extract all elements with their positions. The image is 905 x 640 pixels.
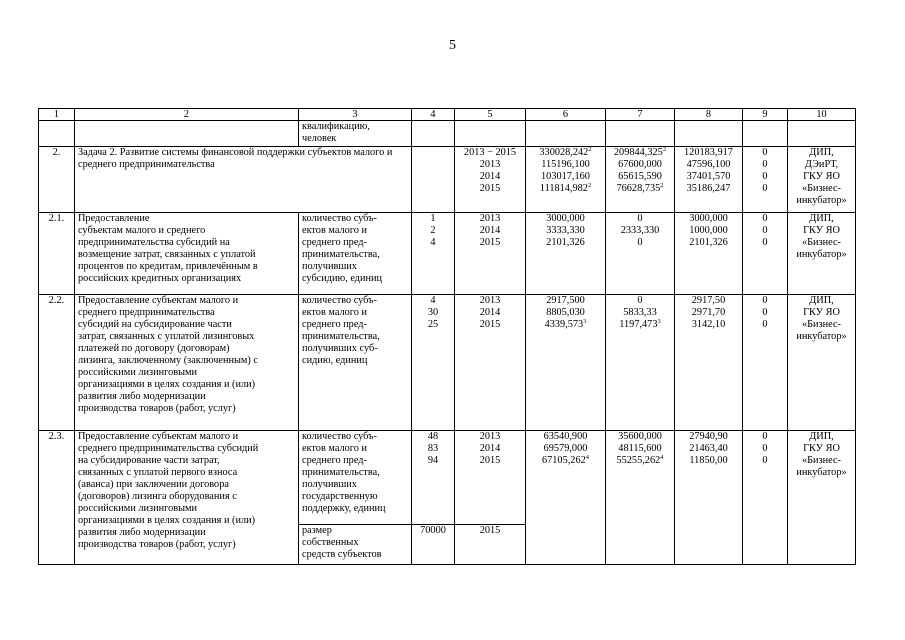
amount-value: 2917,500	[546, 295, 585, 306]
total-line	[529, 431, 602, 443]
name-line: Предоставление субъектам малого и	[78, 295, 239, 306]
row-number: 2.1.	[39, 213, 75, 295]
amount-value: 1197,473	[619, 319, 658, 330]
amount-value: 115196,100	[541, 159, 590, 170]
executor-cell	[788, 147, 856, 213]
amount-value: 3000,000	[546, 213, 585, 224]
footnote-mark: 3	[583, 318, 587, 325]
indicator-line: ектов малого и	[302, 443, 367, 454]
indicator-line: поддержку, единиц	[302, 503, 386, 514]
indicator-line: принимательства,	[302, 331, 380, 342]
indicator2-line: средств субъектов	[302, 549, 382, 560]
amount-value: 209844,325	[613, 147, 663, 158]
task-title: Задача 2. Развитие системы финансовой поддержки субъектов малого и среднего предпринимательства	[75, 147, 412, 213]
years-line: 2014	[479, 307, 501, 318]
years-line: 2014	[479, 225, 501, 236]
amount-value: 35600,000	[618, 431, 662, 442]
value-line: 2	[430, 225, 436, 236]
c8-line: 2917,50	[691, 295, 726, 306]
row-number: 2.	[39, 147, 75, 213]
total-line	[529, 295, 602, 307]
indicator-line: ектов малого и	[302, 225, 367, 236]
program-table	[38, 108, 856, 565]
measure-cell	[75, 431, 299, 565]
total-cell	[526, 147, 606, 213]
years-cell	[455, 295, 526, 431]
col8-cell	[675, 213, 743, 295]
amount-value: 0	[637, 237, 643, 248]
years-line: 2014	[479, 171, 501, 182]
col-header: 7	[606, 109, 675, 121]
years-cell	[455, 431, 526, 525]
indicator-cell	[299, 295, 412, 431]
name-line: субсидий на субсидирование части	[78, 319, 232, 330]
c9-line: 0	[762, 443, 768, 454]
c7-line	[609, 455, 671, 467]
col-header: 3	[299, 109, 412, 121]
total-line	[529, 225, 602, 237]
col7-cell	[606, 213, 675, 295]
total-cell	[526, 295, 606, 431]
exec-line: ДИП,	[809, 295, 834, 306]
total-line	[529, 455, 602, 467]
years-line: 2013	[479, 159, 501, 170]
indicator-line: сидию, единиц	[302, 355, 368, 366]
name-line: российских кредитных организациях	[78, 273, 242, 284]
c7-line	[609, 237, 671, 249]
total-line	[529, 213, 602, 225]
years-line: 2015	[479, 183, 501, 194]
c8-line: 47596,100	[686, 159, 731, 170]
col-header: 10	[788, 109, 856, 121]
exec-line: ДИП,	[809, 147, 834, 158]
indicator-line: количество субъ-	[302, 213, 377, 224]
indicator-line: получивших суб-	[302, 343, 378, 354]
page-number: 5	[449, 38, 456, 53]
measure-cell	[75, 295, 299, 431]
years-line: 2013	[479, 431, 501, 442]
indicator-line: среднего пред-	[302, 237, 367, 248]
value-line: 1	[430, 213, 436, 224]
c9-line: 0	[762, 431, 768, 442]
name-line: организациями в целях создания и (или)	[78, 515, 256, 526]
col9-cell	[743, 295, 788, 431]
row-number: 2.3.	[39, 431, 75, 565]
years-line: 2013	[479, 213, 501, 224]
c9-line: 0	[762, 171, 768, 182]
c8-line: 120183,917	[684, 147, 733, 158]
exec-line: инкубатор»	[796, 331, 847, 342]
c7-line	[609, 225, 671, 237]
indicator-cell	[299, 431, 412, 525]
value-line: 48	[427, 431, 439, 442]
c8-line: 35186,247	[686, 183, 731, 194]
c9-line: 0	[762, 147, 768, 158]
exec-line: ГКУ ЯО	[803, 171, 840, 182]
exec-line: «Бизнес-	[802, 319, 841, 330]
amount-value: 103017,160	[541, 171, 590, 182]
col8-cell	[675, 147, 743, 213]
name-line: субъектам малого и среднего	[78, 225, 206, 236]
table-row	[39, 295, 856, 431]
c9-line: 0	[762, 319, 768, 330]
indicator-line: количество субъ-	[302, 295, 377, 306]
exec-line: инкубатор»	[796, 249, 847, 260]
col-header: 9	[743, 109, 788, 121]
indicator-cell: квалификацию, человек	[299, 121, 412, 147]
exec-line: «Бизнес-	[802, 237, 841, 248]
col9-cell	[743, 431, 788, 565]
years-line: 2013	[479, 295, 501, 306]
years-line: 2015	[479, 455, 501, 466]
exec-line: ГКУ ЯО	[803, 225, 840, 236]
name-line: затрат, связанных с уплатой лизинговых	[78, 331, 255, 342]
name-line: развития либо модернизации	[78, 391, 206, 402]
exec-line: ДИП,	[809, 431, 834, 442]
amount-value: 76628,735	[616, 183, 661, 194]
years-line: 2013 − 2015	[463, 147, 517, 158]
indicator-line: среднего пред-	[302, 319, 367, 330]
header-row	[39, 109, 856, 121]
indicator-line: принимательства,	[302, 467, 380, 478]
indicator-line: принимательства,	[302, 249, 380, 260]
indicator-line: субсидию, единиц	[302, 273, 383, 284]
c8-line: 21463,40	[689, 443, 728, 454]
amount-value: 2101,326	[546, 237, 585, 248]
name-line: производства товаров (работ, услуг)	[78, 539, 236, 550]
c9-line: 0	[762, 225, 768, 236]
value-line: 4	[430, 237, 436, 248]
name-line: организациями в целях создания и (или)	[78, 379, 256, 390]
amount-value: 63540,900	[543, 431, 588, 442]
col7-cell	[606, 147, 675, 213]
exec-line: ДИП,	[809, 213, 834, 224]
amount-value: 3333,330	[546, 225, 585, 236]
indicator-line: среднего пред-	[302, 455, 367, 466]
exec-line: инкубатор»	[796, 195, 847, 206]
c8-line: 3142,10	[691, 319, 726, 330]
value-line: 30	[427, 307, 439, 318]
c8-line: 3000,000	[689, 213, 728, 224]
c7-line	[609, 147, 671, 159]
col-header: 2	[75, 109, 299, 121]
col-header: 6	[526, 109, 606, 121]
amount-value: 67600,000	[618, 159, 662, 170]
executor-cell	[788, 295, 856, 431]
table-row	[39, 147, 856, 213]
total-line	[529, 319, 602, 331]
name-line: (договоров) лизинга оборудования с	[78, 491, 237, 502]
amount-value: 5833,33	[623, 307, 657, 318]
c8-line: 2971,70	[691, 307, 726, 318]
col-header: 5	[455, 109, 526, 121]
amount-value: 330028,242	[539, 147, 589, 158]
c8-line: 37401,570	[686, 171, 731, 182]
name-line: среднего предпринимательства субсидий	[78, 443, 259, 454]
total-cell	[526, 213, 606, 295]
c9-line: 0	[762, 159, 768, 170]
indicator-cell	[299, 213, 412, 295]
indicator2-line: собственных	[302, 537, 359, 548]
footnote-mark: 4	[585, 454, 589, 461]
value-cell	[412, 213, 455, 295]
amount-value: 111814,982	[539, 183, 588, 194]
c7-line	[609, 213, 671, 225]
footnote-mark: 2	[660, 182, 664, 189]
c9-line: 0	[762, 183, 768, 194]
name-line: возмещение затрат, связанных с уплатой	[78, 249, 256, 260]
amount-value: 69579,000	[543, 443, 588, 454]
footnote-mark: 4	[660, 454, 664, 461]
amount-value: 0	[637, 213, 643, 224]
name-line: платежей по договору (договорам)	[78, 343, 230, 354]
amount-value: 4339,573	[544, 319, 584, 330]
exec-line: инкубатор»	[796, 467, 847, 478]
exec-line: ГКУ ЯО	[803, 443, 840, 454]
years-cell	[455, 147, 526, 213]
total-line	[529, 443, 602, 455]
amount-value: 55255,262	[616, 455, 661, 466]
amount-value: 67105,262	[541, 455, 586, 466]
amount-value: 65615,590	[618, 171, 662, 182]
amount-value: 0	[637, 295, 643, 306]
exec-line: ДЭиРТ,	[804, 159, 839, 170]
exec-line: «Бизнес-	[802, 455, 841, 466]
total-line	[529, 307, 602, 319]
total-line	[529, 159, 602, 171]
c7-line	[609, 159, 671, 171]
col7-cell	[606, 295, 675, 431]
name-line: предпринимательства субсидий на	[78, 237, 230, 248]
name-line: российскими лизинговыми	[78, 367, 198, 378]
c8-line: 27940,90	[689, 431, 728, 442]
footnote-mark: 2	[588, 146, 592, 153]
name-line: Предоставление	[78, 213, 150, 224]
amount-value: 2333,330	[620, 225, 660, 236]
years-cell	[455, 213, 526, 295]
footnote-mark: 2	[662, 146, 667, 153]
table-row	[39, 213, 856, 295]
amount-value: 8805,030	[546, 307, 585, 318]
footnote-mark: 3	[657, 318, 661, 325]
years-cell: 2015	[455, 525, 526, 565]
table-row	[39, 121, 856, 147]
name-line: (аванса) при заключении договора	[78, 479, 229, 490]
indicator2-line: размер	[302, 525, 332, 536]
executor-cell	[788, 213, 856, 295]
c8-line: 11850,00	[689, 455, 728, 466]
c9-line: 0	[762, 237, 768, 248]
value-line: 25	[427, 319, 439, 330]
total-line	[529, 183, 602, 195]
col9-cell	[743, 147, 788, 213]
total-line	[529, 237, 602, 249]
c9-line: 0	[762, 295, 768, 306]
name-line: среднего предпринимательства	[78, 307, 215, 318]
footnote-mark: 2	[587, 182, 592, 189]
years-line: 2015	[479, 237, 501, 248]
indicator-line: количество субъ-	[302, 431, 377, 442]
c8-line: 2101,326	[689, 237, 728, 248]
name-line: процентов по кредитам, привлечённым в	[78, 261, 258, 272]
indicator-line: получивших	[302, 479, 357, 490]
value-cell	[412, 431, 455, 525]
indicator-line: получивших	[302, 261, 357, 272]
col7-cell	[606, 431, 675, 565]
c7-line	[609, 295, 671, 307]
c7-line	[609, 431, 671, 443]
total-line	[529, 147, 602, 159]
col9-cell	[743, 213, 788, 295]
value-cell: 70000	[412, 525, 455, 565]
col8-cell	[675, 431, 743, 565]
years-line: 2015	[479, 319, 501, 330]
c7-line	[609, 307, 671, 319]
value-line: 4	[430, 295, 436, 306]
name-line: производства товаров (работ, услуг)	[78, 403, 236, 414]
value-line: 94	[427, 455, 439, 466]
name-line: развития либо модернизации	[78, 527, 206, 538]
col-header: 1	[39, 109, 75, 121]
years-line: 2014	[479, 443, 501, 454]
c9-line: 0	[762, 455, 768, 466]
exec-line: ГКУ ЯО	[803, 307, 840, 318]
value-line: 83	[427, 443, 439, 454]
measure-cell	[75, 213, 299, 295]
c9-line: 0	[762, 213, 768, 224]
total-cell	[526, 431, 606, 565]
col-header: 8	[675, 109, 743, 121]
c7-line	[609, 183, 671, 195]
name-line: на субсидирование части затрат,	[78, 455, 220, 466]
name-line: российскими лизинговыми	[78, 503, 198, 514]
c7-line	[609, 319, 671, 331]
c8-line: 1000,000	[689, 225, 728, 236]
value-cell	[412, 295, 455, 431]
indicator-line: государственную	[302, 491, 378, 502]
c9-line: 0	[762, 307, 768, 318]
name-line: лизинга, заключенному (заключенным) с	[78, 355, 259, 366]
col8-cell	[675, 295, 743, 431]
executor-cell	[788, 431, 856, 565]
row-number: 2.2.	[39, 295, 75, 431]
amount-value: 48115,600	[618, 443, 662, 454]
exec-line: «Бизнес-	[802, 183, 841, 194]
indicator-cell	[299, 525, 412, 565]
table-row	[39, 431, 856, 525]
indicator-line: ектов малого и	[302, 307, 367, 318]
name-line: Предоставление субъектам малого и	[78, 431, 239, 442]
col-header: 4	[412, 109, 455, 121]
name-line: связанных с уплатой первого взноса	[78, 467, 238, 478]
